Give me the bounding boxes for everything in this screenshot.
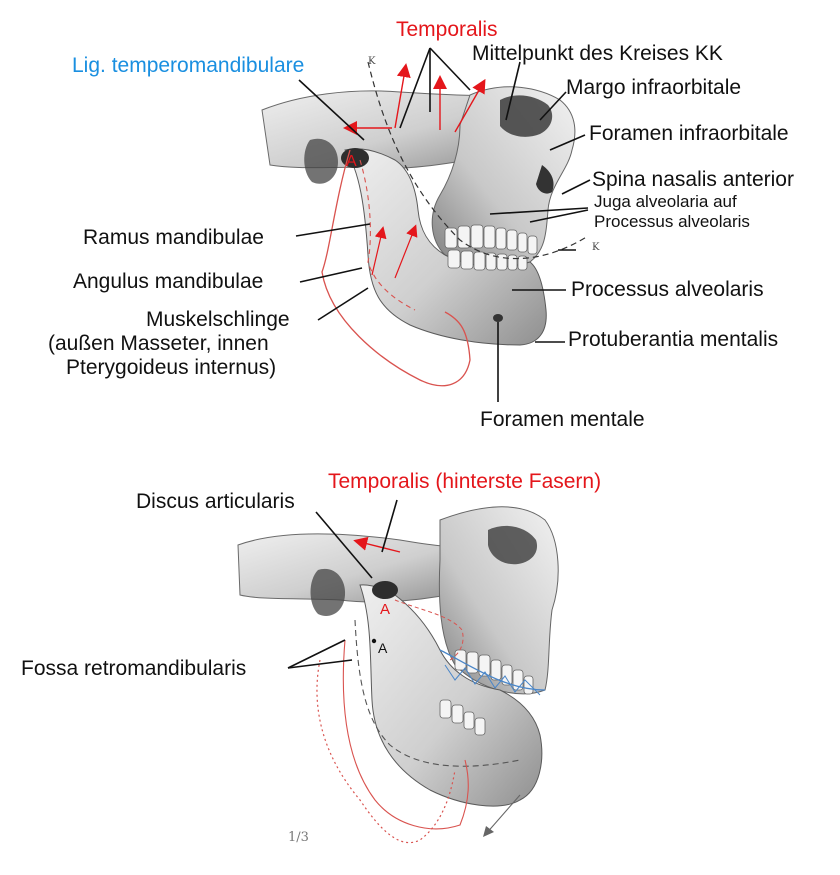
label-muskelschlinge-line2: (außen Masseter, innen	[48, 332, 269, 355]
label-angulus-mandibulae: Angulus mandibulae	[73, 270, 264, 293]
label-juga-alveolaria-line2: Processus alveolaris	[594, 212, 750, 231]
label-spina-nasalis: Spina nasalis anterior	[592, 168, 794, 191]
label-ramus-mandibulae: Ramus mandibulae	[83, 226, 264, 249]
label-k-top-right: K	[592, 242, 600, 253]
label-point-a-bottom-red: A	[380, 601, 391, 618]
label-fossa-retromandibularis: Fossa retromandibularis	[21, 657, 247, 680]
bottom-skull	[238, 500, 558, 843]
label-muskelschlinge-line1: Muskelschlinge	[146, 308, 290, 331]
label-protuberantia-mentalis: Protuberantia mentalis	[568, 328, 779, 351]
bottom-zygomatic-arch	[238, 534, 470, 602]
bottom-point-a-dot	[372, 639, 376, 643]
label-temporalis: Temporalis	[396, 18, 498, 41]
label-foramen-mentale: Foramen mentale	[480, 408, 645, 431]
label-muskelschlinge-line3: Pterygoideus internus)	[66, 356, 277, 379]
label-discus-articularis: Discus articularis	[136, 490, 295, 513]
label-margo-infraorbitale: Margo infraorbitale	[566, 76, 742, 99]
label-point-a-top: A	[346, 153, 357, 170]
top-foramen-mentale-mark	[493, 314, 503, 322]
label-processus-alveolaris: Processus alveolaris	[571, 278, 764, 301]
label-temporalis-posterior: Temporalis (hinterste Fasern)	[328, 470, 602, 493]
label-scale: 1/3	[288, 830, 309, 845]
label-mittelpunkt-kreis: Mittelpunkt des Kreises KK	[472, 42, 723, 65]
label-point-a-bottom: A	[378, 640, 388, 656]
label-foramen-infraorbitale: Foramen infraorbitale	[589, 122, 789, 145]
bottom-movement-arrowhead	[483, 826, 494, 837]
label-juga-alveolaria-line1: Juga alveolaria auf	[594, 192, 737, 211]
top-skull	[262, 48, 590, 402]
bottom-condyle	[372, 581, 398, 599]
label-k-top-left: K	[368, 56, 376, 67]
label-lig-temporomandibulare: Lig. temperomandibulare	[72, 54, 305, 77]
